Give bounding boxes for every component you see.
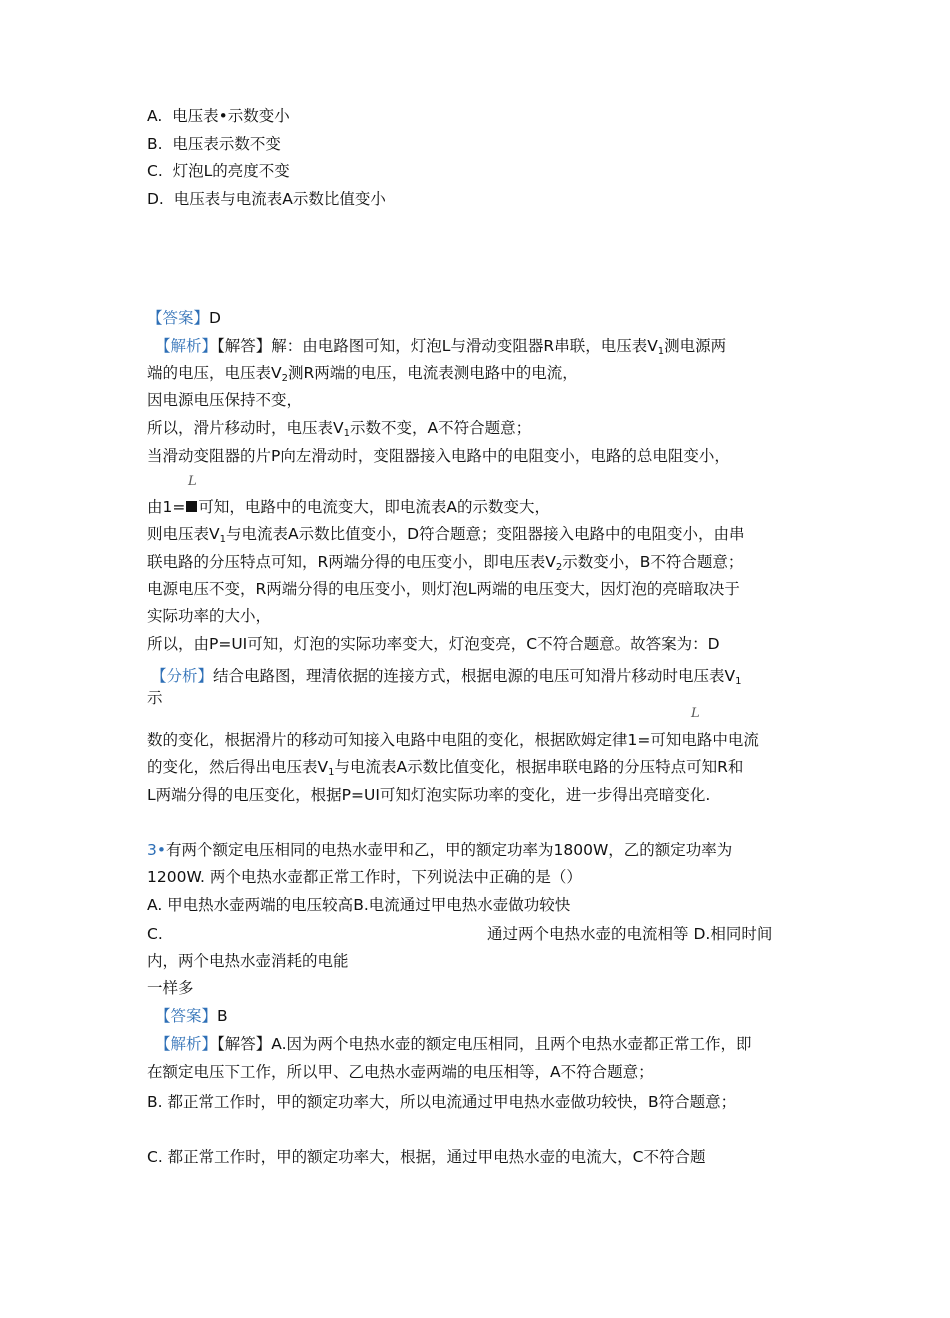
q2-solution-line-6 [147,497,550,517]
subscript: 1 [735,676,742,687]
formula-placeholder-icon [186,501,197,512]
fraction-denominator: L [188,474,197,489]
q2-solution-line-9: 电源电压不变，R两端分得的电压变小，则灯泡L两端的电压变大，因灯泡的亮暗取决于 [147,580,740,598]
option-b-text: 电压表示数不变 [172,135,281,153]
option-c-text: 通过两个电热水壶的电流相等 [487,925,689,943]
q2-analysis-line-3: 数的变化，根据滑片的移动可知接入电路中电阻的变化，根据欧姆定律1=可知电路中电流 [147,731,759,749]
subscript: 2 [555,562,563,573]
solution-tag: 【解答】 [217,337,272,355]
solution-text: A.因为两个电热水壶的额定电压相同，且两个电热水壶都正常工作，即 [271,1035,752,1053]
option-d-text: D.相同时间 [693,925,773,943]
option-d-letter: D. [147,190,164,208]
analysis-text: 结合电路图，理清依据的连接方式，根据电源的电压可知滑片移动时电压表V [213,667,736,685]
q2-analysis-line-4 [147,757,743,777]
option-a-letter: A. [147,107,163,125]
q3-option-d-line-2: 内，两个电热水壶消耗的电能 [147,952,349,970]
analysis-text: 的变化，然后得出电压表V [147,758,329,776]
q3-solution-line-1 [155,1034,752,1054]
q3-solution-line-4: C. 都正常工作时，甲的额定功率大，根据，通过甲电热水壶的电流大，C不符合题 [147,1148,706,1166]
solution-text: 与电流表A示数比值变小，D符合题意；变阻器接入电路中的电阻变小，由串 [225,525,745,543]
solution-text: 示数变小，B不符合题意； [562,553,744,571]
q2-solution-line-1 [155,336,726,356]
solution-tag: 【解答】 [217,1035,272,1053]
option-a [147,106,290,126]
q3-options-ab [147,895,570,915]
q2-solution-line-10: 实际功率的大小， [147,607,272,625]
answer-value: B [217,1007,228,1025]
q3-answer [155,1006,228,1026]
subscript: 1 [657,346,665,357]
q2-answer [147,308,221,328]
q2-solution-line-11: 所以，由P=UI可知，灯泡的实际功率变大，灯泡变亮，C不符合题意。故答案为：D [147,635,720,653]
q3-stem-line-1 [147,840,732,860]
option-a-text: A. 甲电热水壶两端的电压较高 [147,896,354,914]
analysis-text: 与电流表A示数比值变化，根据串联电路的分压特点可知R和 [334,758,744,776]
answer-value: D [209,309,221,327]
analysis-tag: 【解析】 [155,1035,218,1053]
analysis-tag: 【解析】 [155,337,218,355]
question-text: 有两个额定电压相同的电热水壶甲和乙，甲的额定功率为1800W，乙的额定功率为 [166,841,733,859]
q3-stem-line-2: 1200W. 两个电热水壶都正常工作时，下列说法中正确的是（） [147,868,582,886]
q2-solution-line-8 [147,552,743,572]
q2-solution-line-4 [147,418,531,438]
solution-text: 解：由电路图可知，灯泡L与滑动变阻器R串联，电压表V [271,337,658,355]
option-b-letter: B. [147,135,163,153]
q2-analysis-line-2: 示 [147,689,163,707]
q3-solution-line-3: B. 都正常工作时，甲的额定功率大，所以电流通过甲电热水壶做功较快，B符合题意； [147,1093,737,1111]
q2-solution-line-7 [147,524,745,544]
option-b [147,134,281,154]
q2-solution-line-3: 因电源电压保持不变， [147,391,303,409]
fraction-denominator: L [691,706,700,721]
option-d-text: 电压表与电流表A示数比值变小 [173,190,386,208]
option-a-text: 电压表•示数变小 [172,107,290,125]
option-b-text: B.电流通过甲电热水壶做功较快 [353,896,571,914]
solution-text: 所以，滑片移动时，电压表V [147,419,344,437]
solution-text: 测电源两 [664,337,727,355]
option-c-text: 灯泡L的亮度不变 [172,162,290,180]
solution-text: 示数不变，A不符合题意； [349,419,532,437]
q3-solution-line-2: 在额定电压下工作，所以甲、乙电热水壶两端的电压相等，A不符合题意； [147,1063,654,1081]
q3-option-c-letter: C. [147,925,163,943]
solution-text: 则电压表V [147,525,220,543]
q3-options-cd [487,924,772,944]
q2-solution-line-2 [147,363,578,383]
q2-analysis-line-5: L两端分得的电压变化，根据P=UI可知灯泡实际功率的变化，进一步得出亮暗变化. [147,786,711,804]
solution-text: 可知，电路中的电流变大，即电流表A的示数变大， [198,498,550,516]
q3-option-d-line-3: 一样多 [147,979,194,997]
subscript: 1 [343,428,350,439]
answer-tag: 【答案】 [147,309,210,327]
solution-text: 端的电压，电压表V [147,364,282,382]
answer-tag: 【答案】 [155,1007,218,1025]
subscript: 1 [328,767,335,778]
subscript: 1 [219,534,226,545]
q2-analysis-line-1 [151,666,742,686]
subscript: 2 [281,373,288,384]
q2-solution-line-5: 当滑动变阻器的片P向左滑动时，变阻器接入电路中的电阻变小，电路的总电阻变小， [147,447,730,465]
analysis2-tag: 【分析】 [151,667,214,685]
solution-text: 联电路的分压特点可知，R两端分得的电压变小，即电压表V [147,553,556,571]
option-c [147,161,290,181]
solution-text: 测R两端的电压，电流表测电路中的电流， [287,364,578,382]
option-c-letter: C. [147,162,163,180]
solution-text: 由1= [147,498,186,516]
question-number: 3• [147,841,167,859]
option-d [147,189,386,209]
